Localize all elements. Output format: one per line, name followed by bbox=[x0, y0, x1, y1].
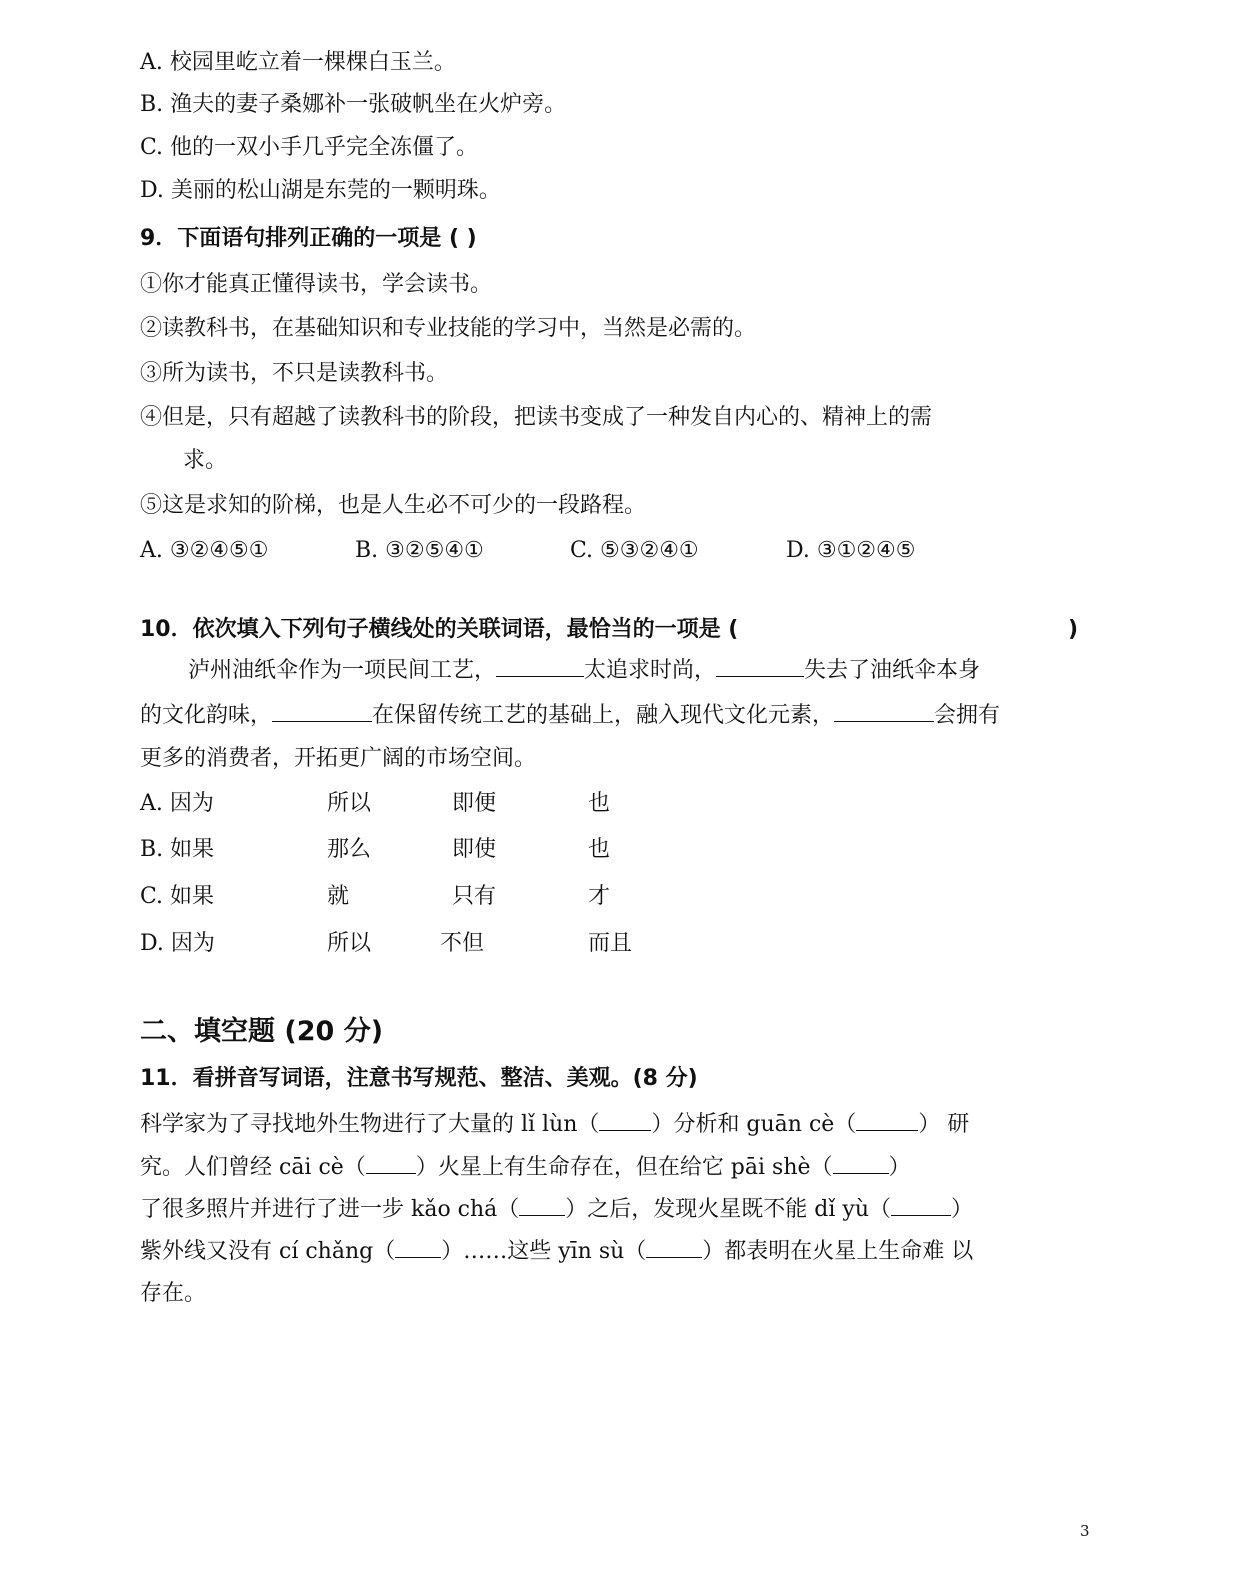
answer-blank[interactable] bbox=[519, 1195, 565, 1216]
q10-option-a-label: A. 因为 bbox=[140, 791, 214, 816]
q10-option-b-label: B. 如果 bbox=[140, 837, 215, 862]
q10-text: 泸州油纸伞作为一项民间工艺， bbox=[188, 658, 497, 683]
answer-blank[interactable] bbox=[272, 701, 372, 722]
answer-blank[interactable] bbox=[496, 656, 584, 677]
q11-text: 紫外线又没有 cí chǎng（ bbox=[140, 1239, 396, 1264]
answer-blank[interactable] bbox=[366, 1153, 416, 1174]
q10-option-c-w1: 就 bbox=[327, 884, 350, 909]
q10-passage-line-3: 更多的消费者，开拓更广阔的市场空间。 bbox=[140, 746, 537, 771]
q10-option-c-w2: 只有 bbox=[452, 884, 497, 909]
q10-option-c-w3: 才 bbox=[588, 884, 611, 909]
q8-option-a: A. 校园里屹立着一棵棵白玉兰。 bbox=[140, 50, 456, 75]
q10-option-d-w2: 不但 bbox=[440, 931, 485, 956]
q11-line-3 bbox=[140, 1195, 973, 1224]
q11-text: ）分析和 guān cè（ bbox=[651, 1112, 857, 1137]
q9-option-d: D. ③①②④⑤ bbox=[786, 538, 916, 563]
q8-option-d: D. 美丽的松山湖是东莞的一颗明珠。 bbox=[140, 178, 501, 203]
q9-option-a: A. ③②④⑤① bbox=[140, 538, 269, 563]
answer-blank[interactable] bbox=[834, 701, 934, 722]
q10-passage-line-2 bbox=[140, 701, 1000, 730]
q9-sentence-3: ③所为读书，不只是读教科书。 bbox=[140, 361, 449, 386]
q10-text: 的文化韵味， bbox=[140, 703, 273, 728]
page-number: 3 bbox=[1080, 1522, 1090, 1540]
q10-option-a-w1: 所以 bbox=[327, 791, 372, 816]
q9-sentence-4-cont: 求。 bbox=[183, 448, 228, 473]
q11-line-4 bbox=[140, 1237, 973, 1266]
q10-option-d-w3: 而且 bbox=[588, 931, 633, 956]
q10-title-close: ) bbox=[1068, 617, 1079, 642]
q11-text: 了很多照片并进行了进一步 kǎo chá（ bbox=[140, 1197, 520, 1222]
q10-option-c-label: C. 如果 bbox=[140, 884, 215, 909]
q9-sentence-5: ⑤这是求知的阶梯，也是人生必不可少的一段路程。 bbox=[140, 493, 647, 518]
q9-sentence-4: ④但是，只有超越了读教科书的阶段，把读书变成了一种发自内心的、精神上的需 bbox=[140, 405, 933, 430]
answer-blank[interactable] bbox=[599, 1110, 651, 1131]
q11-text: 究。人们曾经 cāi cè（ bbox=[140, 1155, 366, 1180]
q11-text: ）都表明在火星上生命难 以 bbox=[702, 1239, 974, 1264]
q11-text: ）之后，发现火星既不能 dǐ yù（ bbox=[565, 1197, 892, 1222]
q11-line-1 bbox=[140, 1110, 969, 1139]
q10-option-a-w3: 也 bbox=[588, 791, 611, 816]
answer-blank[interactable] bbox=[833, 1153, 889, 1174]
q11-text: ）火星上有生命存在，但在给它 pāi shè（ bbox=[415, 1155, 833, 1180]
answer-blank[interactable] bbox=[716, 656, 804, 677]
q10-option-b-w3: 也 bbox=[588, 837, 611, 862]
q11-text: ） bbox=[888, 1155, 911, 1180]
q10-title: 10．依次填入下列句子横线处的关联词语，最恰当的一项是 ( bbox=[140, 617, 739, 642]
q10-text: 太追求时尚， bbox=[584, 658, 717, 683]
q10-passage-line-1 bbox=[188, 656, 980, 685]
q9-option-b: B. ③②⑤④① bbox=[355, 538, 484, 563]
section-2-heading: 二、填空题 (20 分) bbox=[140, 1016, 384, 1047]
q10-text: 在保留传统工艺的基础上，融入现代文化元素， bbox=[372, 703, 835, 728]
q11-text: ）……这些 yīn sù（ bbox=[441, 1239, 647, 1264]
q8-option-b: B. 渔夫的妻子桑娜补一张破帆坐在火炉旁。 bbox=[140, 92, 567, 117]
q11-line-5: 存在。 bbox=[140, 1281, 207, 1306]
q10-option-d-label: D. 因为 bbox=[140, 931, 215, 956]
q10-option-a-w2: 即便 bbox=[452, 791, 497, 816]
q9-title: 9．下面语句排列正确的一项是 ( ) bbox=[140, 226, 477, 251]
q9-sentence-2: ②读教科书，在基础知识和专业技能的学习中，当然是必需的。 bbox=[140, 316, 757, 341]
q11-line-2 bbox=[140, 1153, 911, 1182]
q10-text: 会拥有 bbox=[934, 703, 1001, 728]
q11-text: ） bbox=[951, 1197, 974, 1222]
answer-blank[interactable] bbox=[891, 1195, 951, 1216]
answer-blank[interactable] bbox=[646, 1237, 702, 1258]
answer-blank[interactable] bbox=[856, 1110, 918, 1131]
q10-option-d-w1: 所以 bbox=[327, 931, 372, 956]
q11-text: ） 研 bbox=[918, 1112, 970, 1137]
q9-option-c: C. ⑤③②④① bbox=[570, 538, 699, 563]
q10-text: 失去了油纸伞本身 bbox=[804, 658, 981, 683]
q10-option-b-w1: 那么 bbox=[327, 837, 372, 862]
q9-sentence-1: ①你才能真正懂得读书，学会读书。 bbox=[140, 272, 493, 297]
q8-option-c: C. 他的一双小手几乎完全冻僵了。 bbox=[140, 135, 479, 160]
answer-blank[interactable] bbox=[395, 1237, 441, 1258]
q10-option-b-w2: 即使 bbox=[452, 837, 497, 862]
q11-text: 科学家为了寻找地外生物进行了大量的 lǐ lùn（ bbox=[140, 1112, 600, 1137]
q11-title: 11．看拼音写词语，注意书写规范、整洁、美观。(8 分) bbox=[140, 1066, 698, 1091]
